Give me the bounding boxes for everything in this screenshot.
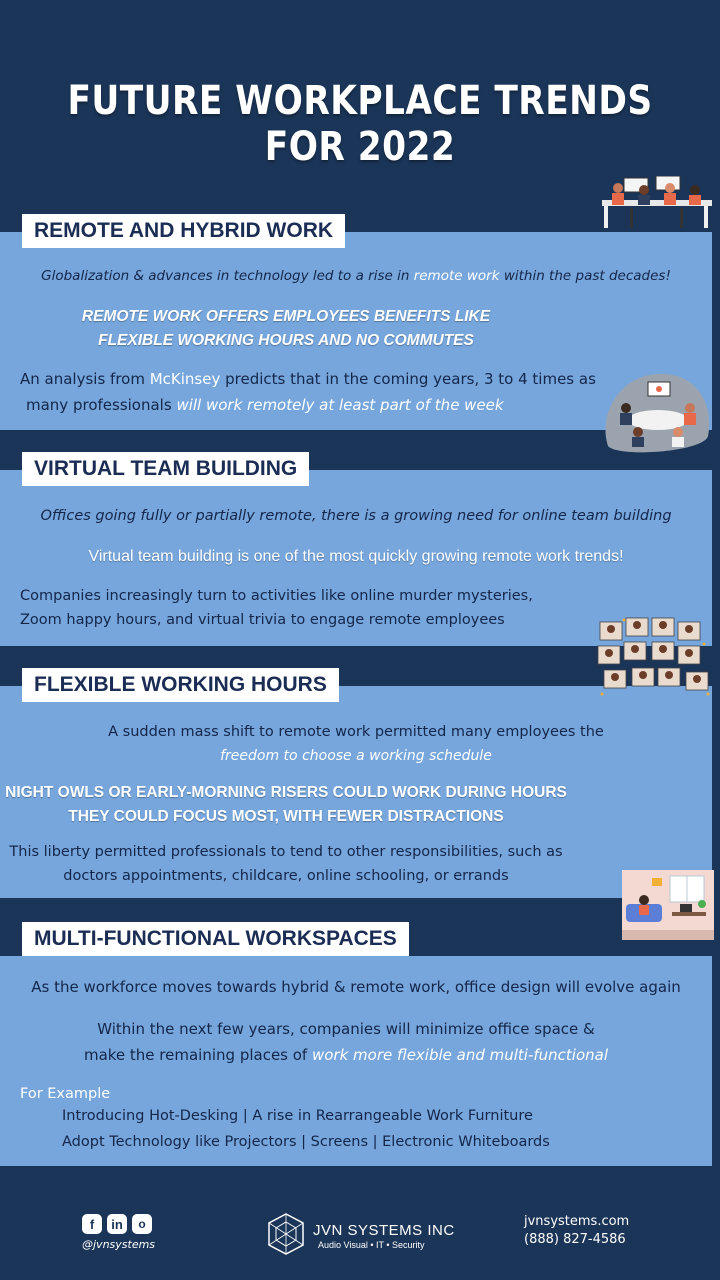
flexible-intro-line-1: A sudden mass shift to remote work permitted many employees the — [108, 724, 604, 740]
office-space-line-1: Within the next few years, companies will minimize office space & — [97, 1020, 595, 1038]
workforce-line: As the workforce moves towards hybrid & remote work, office design will evolve again — [31, 978, 681, 996]
mckinsey-highlight: McKinsey — [149, 370, 221, 388]
company-tagline: Audio Visual • IT • Security — [318, 1240, 425, 1250]
office-space-line-2-a: make the remaining places of — [83, 1046, 312, 1064]
virtual-activities-line-1: Companies increasingly turn to activities like online murder mysteries, — [20, 588, 533, 604]
video-call-grid-illustration — [596, 614, 714, 700]
mckinsey-line-1-b: predicts that in the coming years, 3 to 4 times as — [220, 370, 596, 388]
mckinsey-line-2-a: many professionals — [26, 396, 172, 414]
virtual-team-heading: VIRTUAL TEAM BUILDING — [22, 452, 309, 486]
conference-room-illustration — [598, 366, 714, 454]
remote-benefits-line-1: REMOTE WORK OFFERS EMPLOYEES BENEFITS LIKE — [81, 308, 491, 325]
liberty-line-1: This liberty permitted professionals to tend to other responsibilities, such as — [9, 844, 563, 860]
office-space-line-2 — [0, 1046, 702, 1064]
jvn-logo-icon — [266, 1212, 306, 1256]
mckinsey-line-2-highlight: will work remotely at least part of the week — [171, 396, 504, 414]
team-meeting-illustration — [600, 176, 714, 232]
liberty-line-2: doctors appointments, childcare, online schooling, or errands — [63, 868, 509, 884]
home-office-illustration — [622, 870, 714, 940]
example-line-2: Adopt Technology like Projectors | Screens | Electronic Whiteboards — [62, 1134, 550, 1150]
remote-hybrid-heading: REMOTE AND HYBRID WORK — [22, 214, 345, 248]
office-space-highlight: work more flexible and multi-functional — [311, 1046, 609, 1064]
night-owls-line-2: THEY COULD FOCUS MOST, WITH FEWER DISTRACTIONS — [68, 808, 504, 825]
linkedin-icon[interactable]: in — [107, 1214, 127, 1234]
mckinsey-line-1-a: An analysis from — [20, 370, 150, 388]
facebook-icon[interactable]: f — [82, 1214, 102, 1234]
company-name: JVN SYSTEMS INC — [313, 1222, 455, 1239]
remote-intro-text — [0, 268, 712, 284]
remote-intro-highlight: remote work — [413, 268, 500, 284]
virtual-intro-text: Offices going fully or partially remote, there is a growing need for online team building — [40, 508, 672, 524]
flexible-hours-section — [0, 686, 712, 898]
social-handle[interactable]: @jvnsystems — [82, 1238, 156, 1251]
flexible-intro-line-2: freedom to choose a working schedule — [220, 748, 492, 764]
multi-functional-section — [0, 956, 712, 1166]
page-title: FUTURE WORKPLACE TRENDS FOR 2022 — [67, 78, 653, 170]
phone-number[interactable]: (888) 827-4586 — [524, 1232, 626, 1247]
website-link[interactable]: jvnsystems.com — [524, 1214, 630, 1229]
remote-benefits-line-2: FLEXIBLE WORKING HOURS AND NO COMMUTES — [98, 332, 474, 349]
remote-intro-a: Globalization & advances in technology led to a rise in — [41, 268, 414, 284]
multi-functional-heading: MULTI-FUNCTIONAL WORKSPACES — [22, 922, 409, 956]
instagram-icon[interactable]: o — [132, 1214, 152, 1234]
virtual-activities-line-2: Zoom happy hours, and virtual trivia to engage remote employees — [20, 612, 505, 628]
for-example-label: For Example — [20, 1086, 111, 1102]
night-owls-line-1: NIGHT OWLS OR EARLY-MORNING RISERS COULD WORK DURING HOURS — [5, 784, 567, 801]
social-links — [82, 1214, 152, 1234]
flexible-hours-heading: FLEXIBLE WORKING HOURS — [22, 668, 339, 702]
remote-intro-b: within the past decades! — [499, 268, 671, 284]
example-line-1: Introducing Hot-Desking | A rise in Rearrangeable Work Furniture — [62, 1108, 533, 1124]
virtual-trend-text: Virtual team building is one of the most quickly growing remote work trends! — [88, 548, 624, 565]
